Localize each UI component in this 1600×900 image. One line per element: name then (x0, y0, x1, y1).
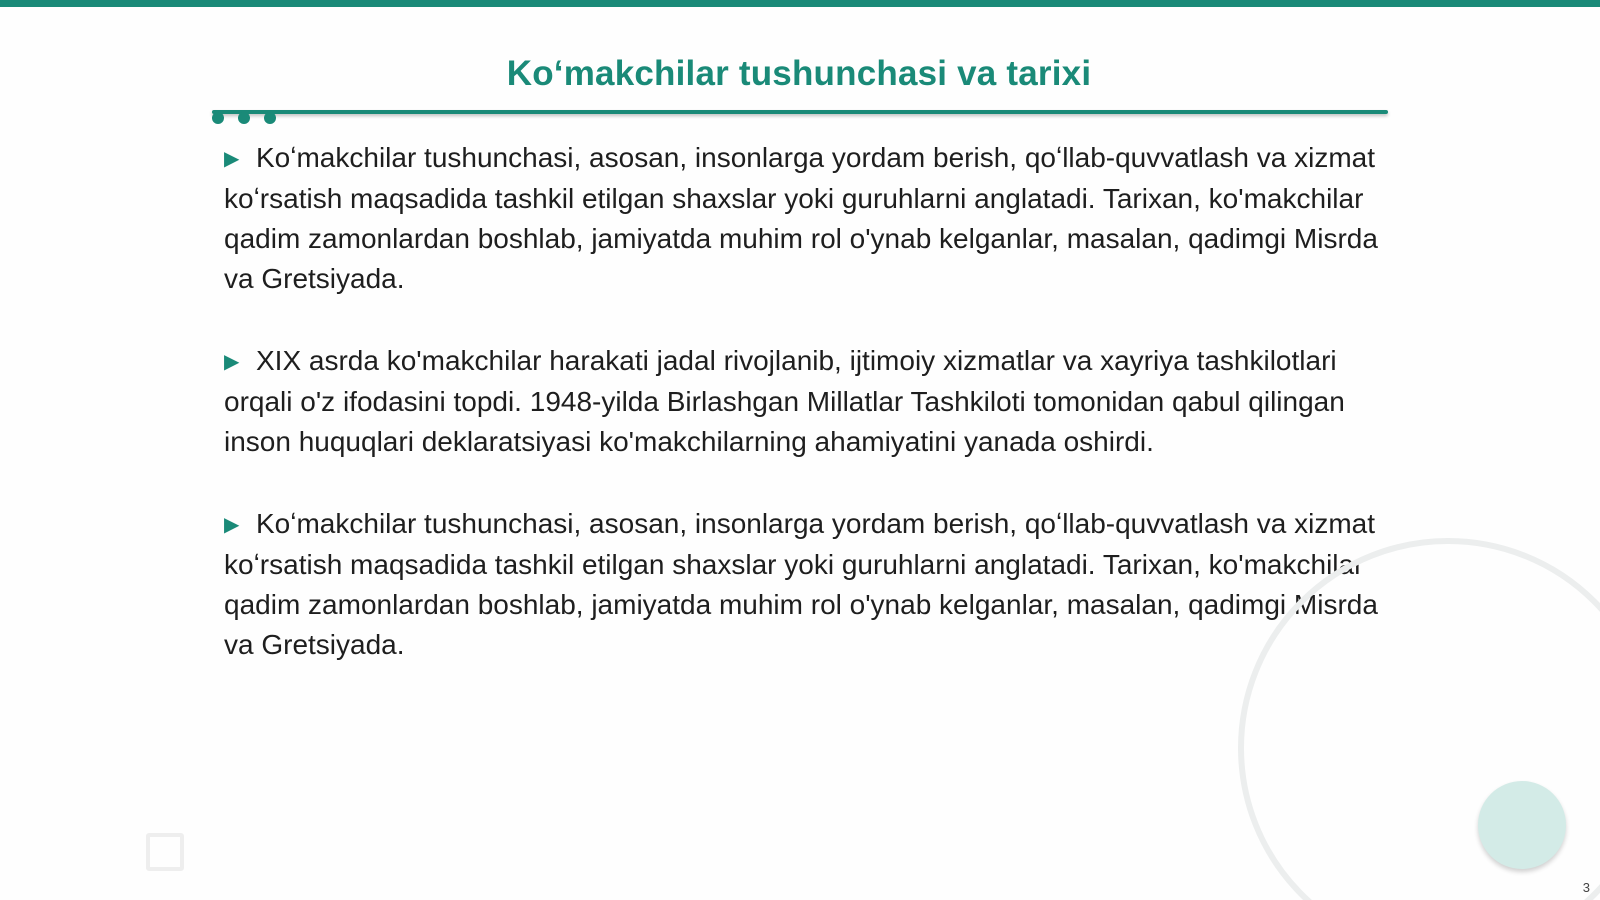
page-number: 3 (1582, 880, 1590, 895)
slide-title: Koʻmakchilar tushunchasi va tarixi (506, 54, 1092, 93)
top-accent-bar (0, 0, 1600, 7)
title-underline (212, 110, 1388, 114)
bullet-paragraph (224, 341, 1384, 462)
bullet-paragraph (224, 504, 1384, 665)
bullet-text: Koʻmakchilar tushunchasi, asosan, insonlarga yordam berish, qoʻllab-quvvatlash va xizmat koʻrsatish maqsadida tashkil etilgan shaxslar yoki guruhlarni anglatadi. Tarixan, ko'makchilar qadim zamonlardan boshlab, jamiyatda muhim rol o'ynab kelganlar, masalan, qadimgi Misrda va Gretsiyada. (224, 142, 1378, 294)
bullet-text: XIX asrda ko'makchilar harakati jadal rivojlanib, ijtimoiy xizmatlar va xayriya tashkilotlari orqali o'z ifodasini topdi. 1948-yilda Birlashgan Millatlar Tashkiloti tomonidan qabul qilingan inson huquqlari deklaratsiyasi ko'makchilarning ahamiyatini yanada oshirdi. (224, 345, 1345, 457)
decor-square (146, 833, 184, 871)
triangle-bullet-icon: ▶ (224, 351, 240, 373)
decor-dot (264, 112, 276, 124)
triangle-bullet-icon: ▶ (224, 514, 240, 536)
decor-dot (212, 112, 224, 124)
bullet-list (224, 138, 1384, 707)
bullet-text: Koʻmakchilar tushunchasi, asosan, insonlarga yordam berish, qoʻllab-quvvatlash va xizmat koʻrsatish maqsadida tashkil etilgan shaxslar yoki guruhlarni anglatadi. Tarixan, ko'makchilar qadim zamonlardan boshlab, jamiyatda muhim rol o'ynab kelganlar, masalan, qadimgi Misrda va Gretsiyada. (224, 508, 1378, 660)
bullet-paragraph (224, 138, 1384, 299)
triangle-bullet-icon: ▶ (224, 148, 240, 170)
decor-circle (1478, 781, 1566, 869)
decor-dot (238, 112, 250, 124)
